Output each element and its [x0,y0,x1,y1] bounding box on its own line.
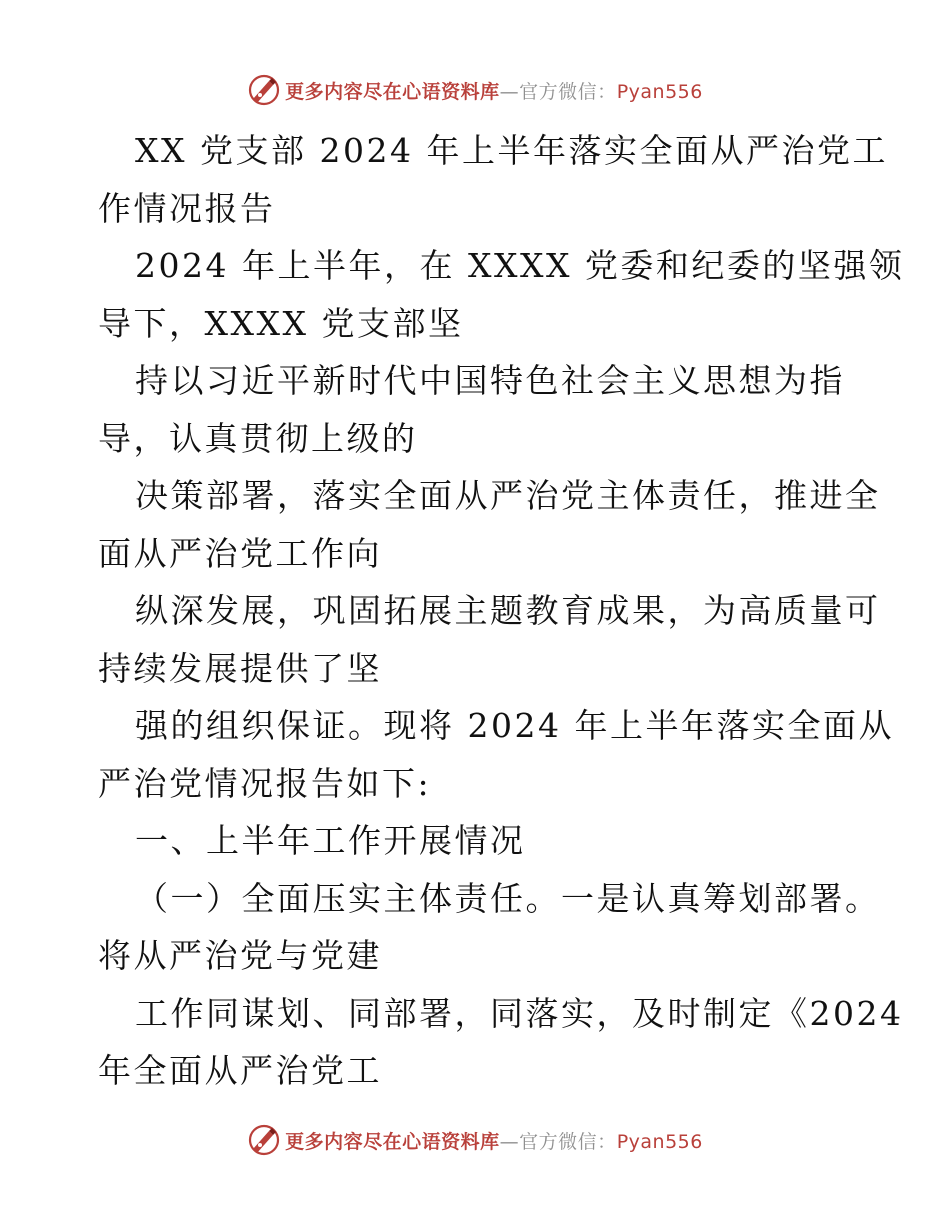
watermark-text [285,1127,703,1154]
paragraph-line: 将从严治党与党建 [98,936,382,975]
watermark-label: 官方微信： [519,1130,617,1153]
header-watermark [0,70,950,110]
pen-logo-icon [247,73,281,107]
paragraph-line: 导下，XXXX 党支部坚 [98,303,464,343]
paragraph-line: 年全面从严治党工 [98,1051,382,1090]
paragraph-line: 工作同谋划、同部署，同落实，及时制定《2024 [135,993,904,1033]
watermark-main: 更多内容尽在心语资料库 [285,80,500,103]
footer-watermark [0,1120,950,1160]
watermark-separator: — [499,80,520,103]
watermark-id: Pyan556 [616,1130,703,1153]
subsection-line: （一）全面压实主体责任。一是认真筹划部署。 [135,878,881,918]
watermark-main: 更多内容尽在心语资料库 [285,1130,500,1153]
paragraph-line: 严治党情况报告如下: [98,763,432,803]
document-body [98,122,905,1100]
pen-logo-icon [247,1123,281,1157]
paragraph-line: 纵深发展，巩固拓展主题教育成果，为高质量可 [135,591,881,630]
watermark-label: 官方微信： [519,80,617,103]
watermark-separator: — [499,1130,520,1153]
paragraph-line: 2024 年上半年，在 XXXX 党委和纪委的坚强领 [135,246,905,285]
section-heading: 一、上半年工作开展情况 [135,821,526,860]
paragraph-line: 面从严治党工作向 [98,533,382,573]
title-line-2: 作情况报告 [98,188,276,228]
paragraph-line: 强的组织保证。现将 2024 年上半年落实全面从 [135,706,894,745]
paragraph-line: 持续发展提供了坚 [98,648,382,688]
title-line-1: XX 党支部 2024 年上半年落实全面从严治党工 [135,131,888,170]
paragraph-line: 导，认真贯彻上级的 [98,418,418,458]
watermark-text [285,77,703,104]
paragraph-line: 决策部署，落实全面从严治党主体责任，推进全 [135,476,881,515]
watermark-id: Pyan556 [616,80,703,103]
paragraph-line: 持以习近平新时代中国特色社会主义思想为指 [135,361,845,400]
